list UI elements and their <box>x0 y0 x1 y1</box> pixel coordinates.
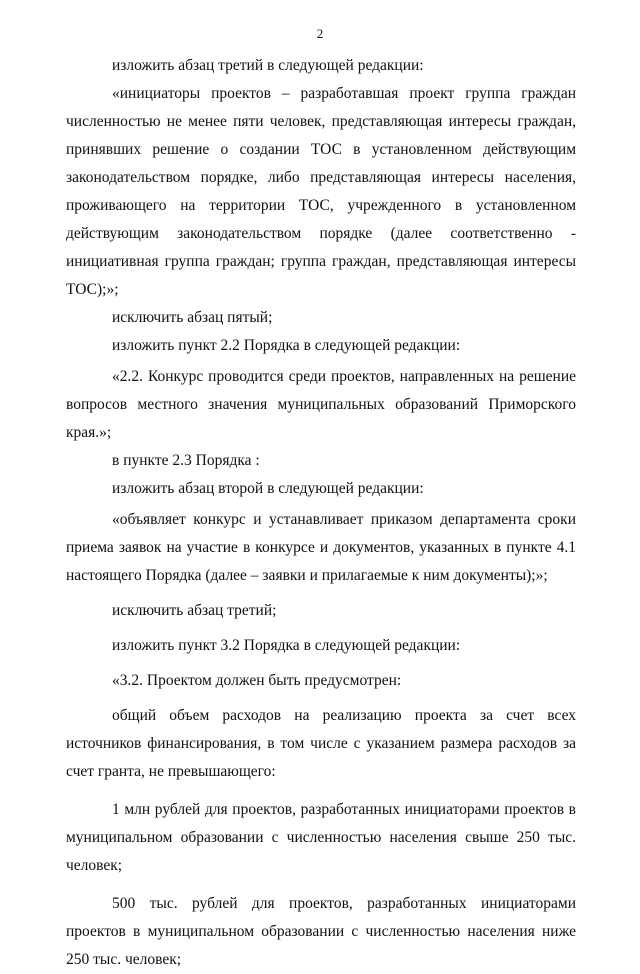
document-body <box>66 52 576 974</box>
paragraph-2: «инициаторы проектов – разработавшая проект группа граждан численностью не менее пяти человек, представляющая интересы граждан, принявших решение о создании ТОС в установленном действующим законодательством порядке, либо представляющая интересы населения, проживающего на территории ТОС, учрежденного в установленном действующим законодательством порядке (далее соответственно - инициативная группа граждан; группа граждан, представляющая интересы ТОС);»; <box>66 85 576 298</box>
paragraph-6: в пункте 2.3 Порядка : <box>112 452 260 469</box>
page-number: 2 <box>316 26 324 41</box>
paragraph-5: «2.2. Конкурс проводится среди проектов, направленных на решение вопросов местного значения муниципальных образований Приморского края.»; <box>66 368 576 441</box>
paragraph-12: общий объем расходов на реализацию проекта за счет всех источников финансирования, в том числе с указанием размера расходов за счет гранта, не превышающего: <box>66 707 576 780</box>
paragraph-13: 1 млн рублей для проектов, разработанных инициаторами проектов в муниципальном образовании с численностью населения свыше 250 тыс. человек; <box>66 801 576 874</box>
paragraph-9: исключить абзац третий; <box>112 602 277 619</box>
paragraph-3: исключить абзац пятый; <box>112 309 273 326</box>
paragraph-4: изложить пункт 2.2 Порядка в следующей редакции: <box>112 337 461 354</box>
paragraph-8: «объявляет конкурс и устанавливает приказом департамента сроки приема заявок на участие в конкурсе и документов, указанных в пункте 4.1 настоящего Порядка (далее – заявки и прилагаемые к ним документы);»; <box>66 511 576 584</box>
paragraph-11: «3.2. Проектом должен быть предусмотрен: <box>112 672 402 689</box>
paragraph-7: изложить абзац второй в следующей редакции: <box>112 480 424 497</box>
paragraph-14: 500 тыс. рублей для проектов, разработанных инициаторами проектов в муниципальном образовании с численностью населения ниже 250 тыс. человек; <box>66 895 576 968</box>
paragraph-1: изложить абзац третий в следующей редакции: <box>112 57 424 74</box>
paragraph-10: изложить пункт 3.2 Порядка в следующей редакции: <box>112 637 461 654</box>
